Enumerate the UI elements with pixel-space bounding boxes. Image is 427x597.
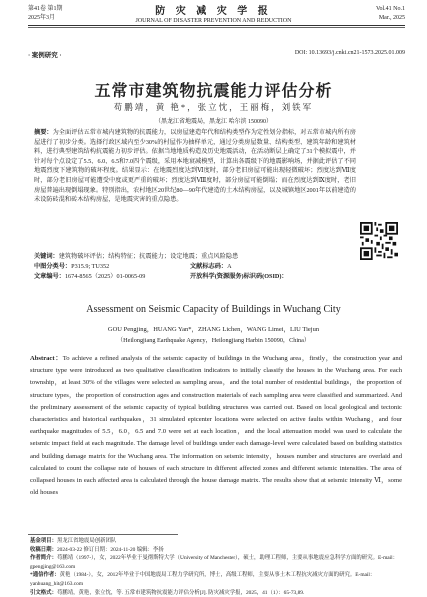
abstract-cn-label: 摘要：	[34, 129, 53, 136]
issn-label: 文章编号：	[34, 273, 65, 280]
volume-issue-cn: 第41卷 第1期	[28, 6, 63, 12]
keywords-cn-text: 建筑物破坏评估；结构特征；抗震能力；设定地震；重点风险隐患	[58, 253, 239, 260]
journal-masthead	[0, 2, 427, 24]
footnote-author-bio: 作者简介：苟鹏靖（1997-），女，2022年毕业于曼彻斯特大学（University of Manchester），硕士，助理工程师，主要从事地震应急科学方面的研究。E-mail：gpengjing@163.com	[30, 555, 399, 570]
authors-cn: 苟鹏靖，黄 艳*，张立忱，王丽梅，刘铁军	[113, 102, 314, 112]
doc-code-value: A	[227, 263, 232, 270]
date-cn: 2025年3月	[28, 15, 56, 21]
header-rule	[28, 25, 405, 26]
date-en: Mar., 2025	[378, 15, 405, 21]
paper-title-en: Assessment on Seismic Capacity of Buildings in Wuchang City	[86, 304, 341, 315]
keywords-cn-label: 关键词：	[34, 253, 59, 260]
doi: DOI: 10.13693/j.cnki.cn21-1573.2025.01.009	[294, 50, 405, 56]
clc-label: 中图分类号：	[34, 263, 72, 270]
abstract-cn	[34, 128, 356, 205]
paper-title-cn: 五常市建筑物抗震能力评估分析	[94, 81, 333, 100]
footnotes	[30, 537, 402, 597]
abstract-en	[30, 353, 402, 499]
header-right	[376, 5, 405, 23]
journal-title-en: JOURNAL OF DISASTER PREVENTION AND REDUCTION	[135, 18, 292, 24]
abstract-en-label: Abstract：	[30, 355, 63, 362]
affiliation-en: （Heilongjiang Earthquake Agency，Heilongjiang Harbin 150090，China）	[116, 337, 311, 344]
clc-number	[34, 261, 109, 270]
doc-code-label: 文献标志码：	[190, 263, 228, 270]
qr-code-icon	[360, 222, 398, 260]
footnote-dates: 收稿日期：2024-03-22 修订日期：2024-11-20 编辑：李扬	[30, 546, 164, 553]
section-tag: · 案例研究 ·	[28, 52, 62, 59]
footnote-citation: 引文格式：苟鹏靖，黄艳，张立忱，等. 五常市建筑物抗震能力评估分析[J]. 防灾减灾学报，2025，41（1）：65-73,89.	[30, 589, 305, 596]
affiliation-cn: （黑龙江省地震局，黑龙江 哈尔滨 150090）	[154, 119, 272, 125]
journal-title-cn: 防 灾 减 灾 学 报	[155, 6, 272, 17]
authors-en: GOU Pengjing，HUANG Yan*，ZHANG Lichen，WANG Limei，LIU Tiejun	[107, 326, 320, 333]
document-code	[190, 261, 232, 270]
clc-value: P315.9; TU352	[71, 263, 110, 270]
osid-label: 开放科学(资源服务)标识码(OSID)：	[190, 273, 288, 280]
volume-issue-en: Vol.41 No.1	[375, 6, 405, 12]
abstract-cn-text: 为全面评估五常市城内建筑物的抗震能力，以房屋建造年代和结构类型作为定性划分指标，对五常市城内所有房屋进行了初步分类。选择行政区域内至少30%的村屋作为抽样单元，通过分类房屋数量、结构类型、建筑年龄和建筑材料，进行典型建筑结构抗震能力初步评估。依据当地地质构造及历史地震活动，在活动断层上确定了31个模拟震中，并针对每个点设定了5.5、6.0、6.5和7.0四个震级，采用本地衰减模型，计算出各震级下的地震影响场，并据此评估了不同地震烈度下建筑物的破坏程度。结果显示：在地震烈度达到Ⅵ度时，部分老旧房屋可能出现轻微破坏；烈度达到Ⅶ度时，部分老旧房屋可能遭受中度或更严重的破坏；烈度达到Ⅷ度时，部分房屋可能倒塌；而在烈度达到Ⅸ度时，老旧房屋普遍出现倒塌现象。特别指出，农村地区20世纪80—90年代建造的土木结构房屋，以及城镇地区2001年以前建造的未设防砖混和砖木结构房屋，是地震灾害的重点隐患。	[34, 129, 356, 204]
article-number	[34, 271, 145, 280]
abstract-en-text: To achieve a refined analysis of the seismic capacity of buildings in the Wuchang area，firstly，the construction year and structure type were introduced as two qualitative classification indicators to initially classify the houses in the Wuchang area. For each township，at least 30% of the villages were selected as sampling areas，and the total number of residential buildings，the proportion of structure types，the proportion of construction ages and construction materials of each sampling area were classified and summarized. And the preliminary assessment of the seismic capacity of typical building structures was carried out. Based on local geological and tectonic characteristics and historical earthquakes，31 simulated epicenter locations were selected on active faults within Wuchang，and four earthquake magnitudes of 5.5，6.0，6.5 and 7.0 were set at each location，and the local attenuation model was used to calculate the seismic impact field at each magnitude. The damage level of buildings under each damage-level were calculated based on building statistics and building damage matrix for the Wuchang area. The information on seismic intensity，houses number and structures are overlaid and calculated to count the collapse rate of houses of each structure in different affected zones and different seismic intensities. The area of collapsed houses in each affected area is calculated through the house damage matrix. The results show that at seismic intensity Ⅵ，some old houses	[30, 355, 402, 497]
footnote-rule	[28, 534, 178, 535]
header-rule-thin	[28, 27, 405, 28]
footnote-funding: 基金项目：黑龙江省地震局创新团队	[30, 538, 117, 544]
footnote-corresponding-author: *通信作者：黄艳（1984-），女，2012年毕业于中国地震局工程力学研究所，博士，高级工程师，主要从事土木工程抗灾减灾方面的研究。E-mail：yanhuang_hit@163.com	[30, 572, 376, 587]
issn-value: 1674-8565（2025）01-0065-09	[64, 273, 146, 280]
